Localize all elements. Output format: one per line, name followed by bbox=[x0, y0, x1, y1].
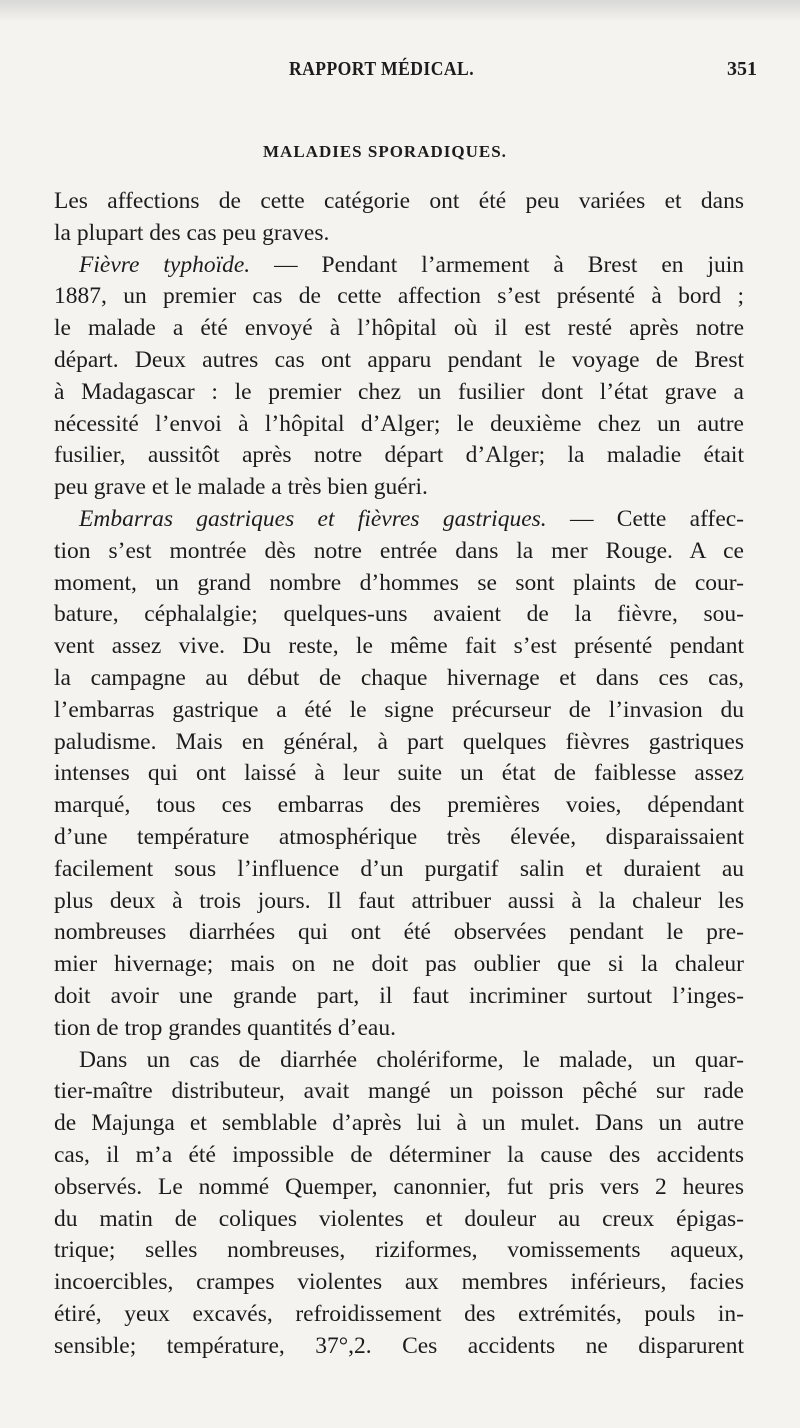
text-line: la campagne au début de chaque hivernage et dans ces cas, bbox=[54, 664, 744, 691]
text-line: nombreuses diarrhées qui ont été observées pendant le pre- bbox=[54, 919, 744, 946]
text-line: mier hivernage; mais on ne doit pas oublier que si la chaleur bbox=[54, 951, 744, 978]
running-title: RAPPORT MÉDICAL. bbox=[289, 58, 475, 80]
text-line: l’embarras gastrique a été le signe précurseur de l’invasion du bbox=[54, 696, 744, 723]
text-line: Dans un cas de diarrhée cholériforme, le malade, un quar- bbox=[79, 1046, 744, 1073]
text-line: Fièvre typhoïde. — Pendant l’armement à Brest en juin bbox=[79, 251, 745, 278]
text-line: la plupart des cas peu graves. bbox=[54, 219, 330, 246]
text-line: marqué, tous ces embarras des premières voies, dépendant bbox=[54, 792, 744, 819]
text-line: trique; selles nombreuses, riziformes, vomissements aqueux, bbox=[54, 1237, 744, 1264]
text-line: départ. Deux autres cas ont apparu pendant le voyage de Brest bbox=[54, 346, 744, 373]
text-line: étiré, yeux excavés, refroidissement des extrémités, pouls in- bbox=[54, 1300, 744, 1327]
text-line: Embarras gastriques et fièvres gastriques. — Cette affec- bbox=[79, 505, 745, 532]
subsection-title: Fièvre typhoïde. bbox=[79, 251, 251, 278]
text-line: d’une température atmosphérique très élevée, disparaissaient bbox=[54, 823, 744, 850]
text-line: nécessité l’envoi à l’hôpital d’Alger; le deuxième chez un autre bbox=[54, 410, 744, 437]
text-line: Les affections de cette catégorie ont été peu variées et dans bbox=[54, 188, 744, 214]
body-text bbox=[54, 186, 744, 1362]
text-line: vent assez vive. Du reste, le même fait s’est présenté pendant bbox=[54, 633, 744, 660]
text-line: sensible; température, 37°,2. Ces accidents ne disparurent bbox=[54, 1332, 744, 1359]
text-line: bature, céphalalgie; quelques-uns avaient de la fièvre, sou- bbox=[54, 601, 744, 628]
text-line: intenses qui ont laissé à leur suite un état de faiblesse assez bbox=[54, 760, 744, 787]
text-line: plus deux à trois jours. Il faut attribuer aussi à la chaleur les bbox=[54, 887, 744, 914]
text-line: peu grave et le malade a très bien guéri. bbox=[54, 474, 428, 501]
subsection-title: Embarras gastriques et fièvres gastriques. bbox=[79, 505, 547, 532]
page-number: 351 bbox=[727, 58, 757, 80]
text-line: tion s’est montrée dès notre entrée dans la mer Rouge. A ce bbox=[54, 537, 744, 564]
text-line: du matin de coliques violentes et douleur au creux épigas- bbox=[54, 1205, 744, 1232]
scan-edge-shadow bbox=[0, 0, 800, 22]
text-line: le malade a été envoyé à l’hôpital où il est resté après notre bbox=[54, 315, 744, 342]
text-line: 1887, un premier cas de cette affection s’est présenté à bord ; bbox=[54, 283, 744, 310]
text-line: tion de trop grandes quantités d’eau. bbox=[54, 1014, 396, 1041]
text-line: paludisme. Mais en général, à part quelques fièvres gastriques bbox=[54, 728, 744, 755]
text-line: facilement sous l’influence d’un purgatif salin et duraient au bbox=[54, 855, 744, 882]
section-title: MALADIES SPORADIQUES. bbox=[263, 142, 507, 161]
text-line: incoercibles, crampes violentes aux membres inférieurs, facies bbox=[54, 1269, 744, 1296]
text-line: de Majunga et semblable d’après lui à un mulet. Dans un autre bbox=[54, 1110, 744, 1137]
text-line: tier-maître distributeur, avait mangé un poisson pêché sur rade bbox=[54, 1078, 744, 1105]
text-line: observés. Le nommé Quemper, canonnier, fut pris vers 2 heures bbox=[54, 1173, 744, 1200]
text-line: cas, il m’a été impossible de déterminer la cause des accidents bbox=[54, 1141, 744, 1168]
text-line: à Madagascar : le premier chez un fusilier dont l’état grave a bbox=[54, 378, 744, 405]
text-line: fusilier, aussitôt après notre départ d’Alger; la maladie était bbox=[54, 442, 744, 469]
text-line: moment, un grand nombre d’hommes se sont plaints de cour- bbox=[54, 569, 744, 596]
text-line: doit avoir une grande part, il faut incriminer surtout l’inges- bbox=[54, 982, 744, 1009]
